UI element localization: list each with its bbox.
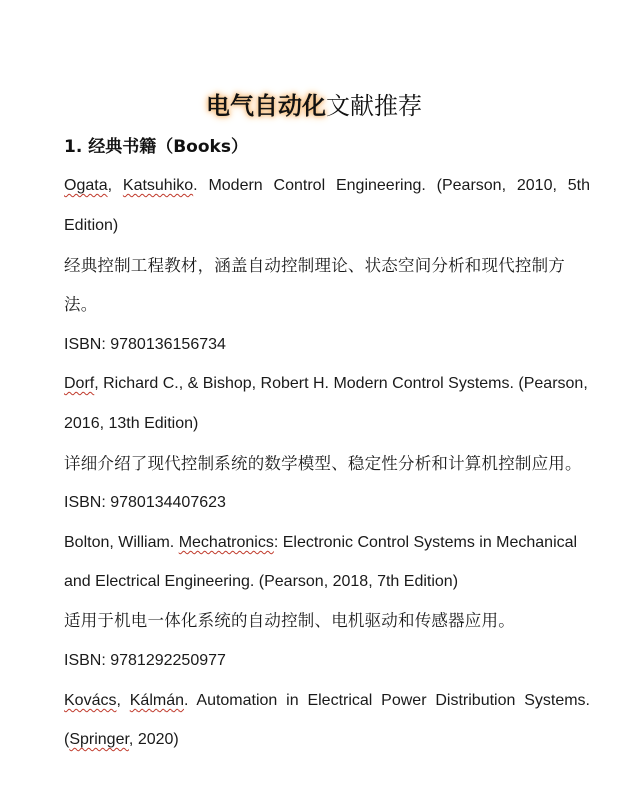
spellcheck-word: Katsuhiko <box>122 177 194 194</box>
entry-4-citation-line-2 <box>64 728 590 752</box>
citation-text: Bolton, William. <box>64 534 179 551</box>
title-text: 文献推荐 <box>326 92 422 120</box>
comma: , <box>116 692 130 709</box>
citation-text: . Automation in Electrical Power Distribution Systems. <box>184 692 591 709</box>
entry-3-citation-line-2: and Electrical Engineering. (Pearson, 2018, 7th Edition) <box>64 573 459 590</box>
entry-3-citation-line-1 <box>64 531 590 555</box>
entry-1-isbn: ISBN: 9780136156734 <box>64 336 226 353</box>
spellcheck-word: Mechatronics <box>178 534 274 551</box>
entry-3-isbn: ISBN: 9781292250977 <box>64 652 226 669</box>
entry-2-isbn: ISBN: 9780134407623 <box>64 494 226 511</box>
spellcheck-word: Ogata <box>64 177 108 194</box>
citation-text: , 2020) <box>128 731 179 748</box>
entry-4-citation-line-1 <box>64 689 590 713</box>
citation-text: ( <box>64 731 70 748</box>
section-heading-books: 1. 经典书籍（Books） <box>64 137 248 157</box>
citation-text: , Richard C., & Bishop, Robert H. Modern Control Systems. (Pearson, <box>94 375 588 392</box>
entry-2-citation-line-2: 2016, 13th Edition) <box>64 415 199 432</box>
comma: , <box>107 177 123 194</box>
entry-1-description-line-2: 法。 <box>64 295 98 314</box>
entry-2-citation-line-1 <box>64 372 590 396</box>
spellcheck-word: Kálmán <box>129 692 184 709</box>
spellcheck-word: Springer <box>69 731 129 748</box>
entry-1-description-line-1: 经典控制工程教材，涵盖自动控制理论、状态空间分析和现代控制方 <box>64 256 565 275</box>
entry-1-citation-line-2: Edition) <box>64 217 119 234</box>
spellcheck-word: Dorf <box>64 375 95 392</box>
entry-1-citation-line-1 <box>64 174 590 198</box>
citation-text: : Electronic Control Systems in Mechanical <box>273 534 578 551</box>
spellcheck-word: Kovács <box>64 692 117 709</box>
document-title <box>0 88 628 124</box>
entry-2-description-line-1: 详细介绍了现代控制系统的数学模型、稳定性分析和计算机控制应用。 <box>64 454 582 473</box>
citation-text: . Modern Control Engineering. (Pearson, 2010, 5th <box>193 177 591 194</box>
entry-3-description-line-1: 适用于机电一体化系统的自动控制、电机驱动和传感器应用。 <box>64 611 515 630</box>
title-highlighted-text: 电气自动化 <box>206 92 326 120</box>
